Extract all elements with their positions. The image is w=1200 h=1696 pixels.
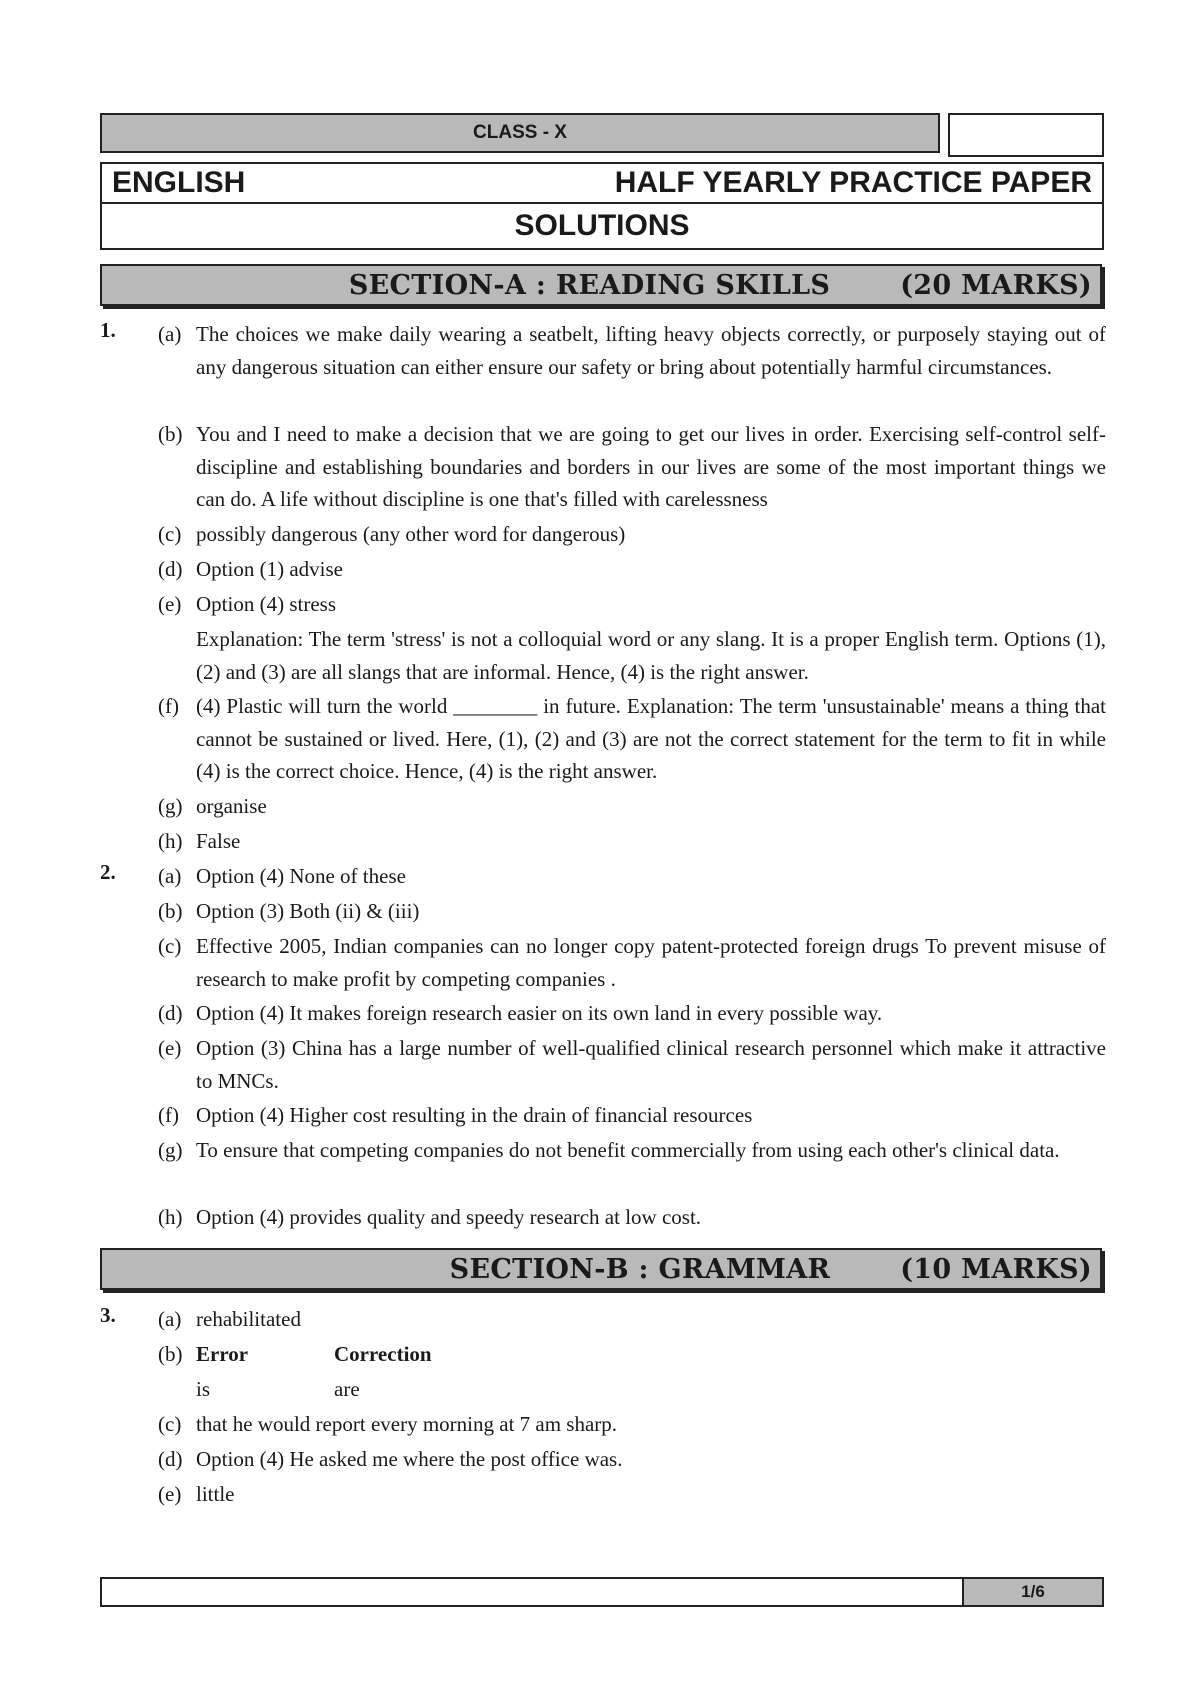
q3-item-a <box>158 1303 1106 1336</box>
item-label: (b) <box>158 1342 183 1366</box>
item-label: (e) <box>158 1036 182 1060</box>
item-label: (e) <box>158 1482 182 1506</box>
q1-item-a <box>158 318 1106 383</box>
subject-title: ENGLISH <box>112 166 246 199</box>
section-a-marks: (20 MARKS) <box>900 269 1092 301</box>
item-text: Option (3) China has a large number of well-qualified clinical research personnel which make it attractive to MNCs. <box>196 1036 1106 1093</box>
q3-item-c <box>158 1408 1106 1441</box>
item-text: little <box>196 1482 235 1506</box>
item-text: You and I need to make a decision that we are going to get our lives in order. Exercising self-control self-discipline and establishing boundaries and borders in our lives are some of the most important things we can do. A life without discipline is one that's filled with carelessness <box>196 422 1106 511</box>
item-label: (f) <box>158 1103 179 1127</box>
q3-item-b <box>158 1338 1106 1371</box>
q3-item-d <box>158 1443 1106 1476</box>
item-label: (h) <box>158 829 183 853</box>
item-text: Option (4) provides quality and speedy research at low cost. <box>196 1205 702 1229</box>
error-value: is <box>196 1377 211 1401</box>
item-label: (f) <box>158 694 179 718</box>
item-label: (c) <box>158 1412 182 1436</box>
correction-heading: Correction <box>334 1342 432 1366</box>
question-1-number: 1. <box>100 318 116 342</box>
error-correction-header <box>196 1338 1106 1371</box>
item-label: (d) <box>158 557 183 581</box>
question-3-number: 3. <box>100 1303 116 1327</box>
item-label: (g) <box>158 794 183 818</box>
item-text: Option (4) None of these <box>196 864 406 888</box>
question-2-number: 2. <box>100 860 116 884</box>
q3-item-e <box>158 1478 1106 1511</box>
item-text: Option (4) Higher cost resulting in the drain of financial resources <box>196 1103 753 1127</box>
q1-item-e <box>158 588 1106 621</box>
item-text: Option (1) advise <box>196 557 343 581</box>
paper-title: HALF YEARLY PRACTICE PAPER <box>614 166 1092 199</box>
item-text: organise <box>196 794 267 818</box>
q1-item-b <box>158 418 1106 516</box>
item-label: (b) <box>158 899 183 923</box>
q2-item-e <box>158 1032 1106 1097</box>
q2-item-d <box>158 997 1106 1030</box>
correction-value: are <box>334 1377 360 1401</box>
error-correction-row <box>196 1373 1106 1406</box>
item-text: The choices we make daily wearing a seatbelt, lifting heavy objects correctly, or purposely staying out of any dangerous situation can either ensure our safety or bring about potentially harmful circumstances. <box>196 322 1106 379</box>
item-text: Explanation: The term 'stress' is not a colloquial word or any slang. It is a proper English term. Options (1), (2) and (3) are all slangs that are informal. Hence, (4) is the right answer. <box>196 627 1106 684</box>
item-label: (e) <box>158 592 182 616</box>
item-text: Option (4) It makes foreign research easier on its own land in every possible way. <box>196 1001 883 1025</box>
item-label: (h) <box>158 1205 183 1229</box>
q1-item-g <box>158 790 1106 823</box>
q2-item-b <box>158 895 1106 928</box>
section-a-title: SECTION-A : READING SKILLS <box>348 269 831 301</box>
item-text: False <box>196 829 241 853</box>
q2-item-a <box>158 860 1106 893</box>
q2-item-f <box>158 1099 1106 1132</box>
item-text: Option (4) He asked me where the post office was. <box>196 1447 623 1471</box>
q3-item-b-row <box>158 1373 1106 1406</box>
header-title-row <box>100 162 1104 204</box>
item-label: (b) <box>158 422 183 446</box>
item-text: To ensure that competing companies do not benefit commercially from using each other's clinical data. <box>196 1138 1060 1162</box>
page-number: 1/6 <box>962 1579 1102 1605</box>
item-label: (a) <box>158 322 182 346</box>
q1-item-f <box>158 690 1106 788</box>
item-label: (a) <box>158 1307 182 1331</box>
q2-item-h <box>158 1201 1106 1234</box>
item-text: Option (3) Both (ii) & (iii) <box>196 899 420 923</box>
item-text: rehabilitated <box>196 1307 301 1331</box>
item-text: Effective 2005, Indian companies can no longer copy patent-protected foreign drugs To prevent misuse of research to make profit by competing companies . <box>196 934 1106 991</box>
q2-item-g <box>158 1134 1106 1167</box>
q1-item-c <box>158 518 1106 551</box>
item-text: Option (4) stress <box>196 592 336 616</box>
item-text: possibly dangerous (any other word for dangerous) <box>196 522 626 546</box>
item-label: (d) <box>158 1447 183 1471</box>
item-text: that he would report every morning at 7 am sharp. <box>196 1412 618 1436</box>
item-text: (4) Plastic will turn the world ________ in future. Explanation: The term 'unsustainable' means a thing that cannot be sustained or lived. Here, (1), (2) and (3) are not the correct statement for the term to fit in while (4) is the correct choice. Hence, (4) is the right answer. <box>196 694 1106 783</box>
q1-item-e-explanation <box>158 623 1106 688</box>
section-b-title: SECTION-B : GRAMMAR <box>449 1253 831 1285</box>
q1-item-d <box>158 553 1106 586</box>
section-b-banner <box>100 1248 1102 1290</box>
header-empty-box <box>948 113 1104 157</box>
solutions-title: SOLUTIONS <box>100 204 1104 250</box>
q2-item-c <box>158 930 1106 995</box>
class-label: CLASS - X <box>100 113 940 153</box>
section-b-marks: (10 MARKS) <box>900 1253 1092 1285</box>
item-label: (g) <box>158 1138 183 1162</box>
page-footer <box>100 1577 1104 1607</box>
footer-blank <box>102 1579 962 1605</box>
item-label: (a) <box>158 864 182 888</box>
item-label: (c) <box>158 522 182 546</box>
q1-item-h <box>158 825 1106 858</box>
error-heading: Error <box>196 1342 249 1366</box>
item-label: (d) <box>158 1001 183 1025</box>
item-label: (c) <box>158 934 182 958</box>
section-a-banner <box>100 264 1102 306</box>
